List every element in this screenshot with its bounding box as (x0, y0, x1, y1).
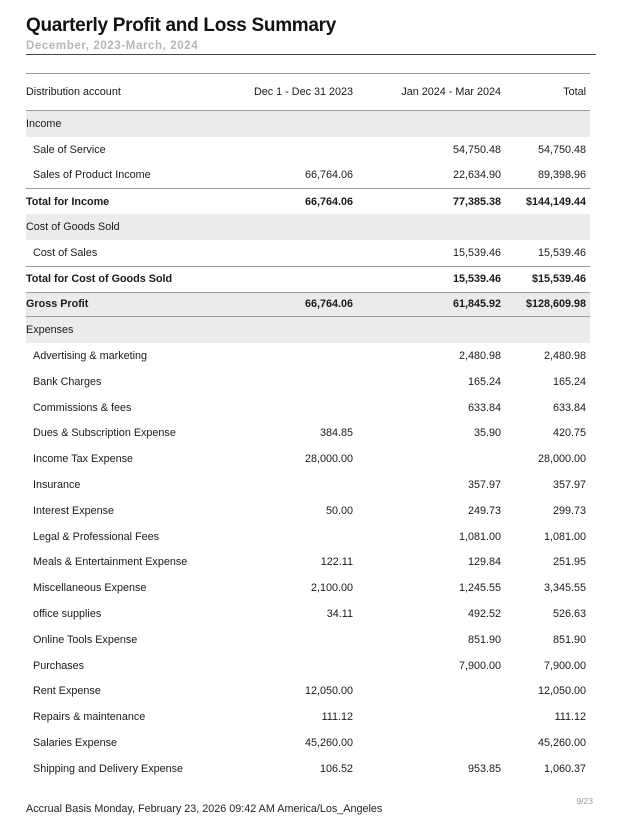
table-row (26, 369, 590, 395)
column-header-account: Distribution account (26, 86, 121, 98)
table-row (26, 575, 590, 601)
table-row (26, 343, 590, 369)
jan-mar-2024-cell: 35.90 (473, 427, 501, 440)
account-cell: Income (26, 117, 62, 130)
total-cell: 420.75 (552, 427, 586, 440)
jan-mar-2024-cell: 7,900.00 (458, 659, 501, 672)
dec-2023-cell: 12,050.00 (304, 685, 353, 698)
account-cell: Sale of Service (33, 143, 106, 156)
total-cell: 12,050.00 (537, 685, 586, 698)
dec-2023-cell: 66,764.06 (304, 195, 353, 208)
account-cell: Insurance (33, 479, 81, 492)
table-row (26, 472, 590, 498)
account-cell: Shipping and Delivery Expense (33, 762, 184, 775)
total-cell: 357.97 (552, 479, 586, 492)
jan-mar-2024-cell: 249.73 (467, 504, 501, 517)
total-cell: 15,539.46 (537, 246, 586, 259)
dec-2023-cell: 122.11 (320, 556, 353, 569)
page-number: 9/23 (576, 796, 593, 806)
table-row (26, 524, 590, 550)
footer-basis-timestamp: Accrual Basis Monday, February 23, 2026 09:42 AM America/Los_Angeles (26, 803, 383, 815)
total-cell: 851.90 (552, 633, 586, 646)
total-cell: 165.24 (552, 375, 586, 388)
table-row (26, 601, 590, 627)
total-cell: 111.12 (554, 711, 586, 724)
total-cell: 54,750.48 (537, 143, 586, 156)
total-row (26, 188, 590, 214)
jan-mar-2024-cell: 2,480.98 (458, 350, 501, 363)
jan-mar-2024-cell: 492.52 (467, 608, 501, 621)
total-cell: 1,081.00 (543, 530, 586, 543)
account-cell: Cost of Goods Sold (26, 221, 120, 234)
jan-mar-2024-cell: 129.84 (467, 556, 501, 569)
total-cell: 633.84 (552, 401, 586, 414)
account-cell: office supplies (33, 608, 102, 621)
account-cell: Expenses (26, 324, 74, 337)
section-row (26, 214, 590, 240)
account-cell: Legal & Professional Fees (33, 530, 160, 543)
dec-2023-cell: 50.00 (325, 504, 353, 517)
jan-mar-2024-cell: 54,750.48 (452, 143, 501, 156)
total-cell: $15,539.46 (531, 273, 586, 286)
jan-mar-2024-cell: 15,539.46 (452, 246, 501, 259)
title-divider (26, 54, 596, 55)
table-row (26, 653, 590, 679)
account-cell: Commissions & fees (33, 401, 132, 414)
account-cell: Rent Expense (33, 685, 101, 698)
jan-mar-2024-cell: 77,385.38 (452, 195, 501, 208)
account-cell: Sales of Product Income (33, 169, 151, 182)
account-cell: Total for Income (26, 195, 110, 208)
account-cell: Advertising & marketing (33, 350, 148, 363)
jan-mar-2024-cell: 15,539.46 (452, 273, 501, 286)
dec-2023-cell: 66,764.06 (304, 169, 353, 182)
section-row (26, 111, 590, 137)
dec-2023-cell: 106.52 (319, 762, 353, 775)
table-row (26, 163, 590, 189)
table-row (26, 395, 590, 421)
account-cell: Bank Charges (33, 375, 102, 388)
total-cell: 45,260.00 (537, 737, 586, 750)
total-cell: 1,060.37 (543, 762, 586, 775)
dec-2023-cell: 384.85 (319, 427, 353, 440)
account-cell: Meals & Entertainment Expense (33, 556, 188, 569)
total-cell: 251.95 (552, 556, 586, 569)
table-row (26, 240, 590, 266)
dec-2023-cell: 66,764.06 (304, 298, 353, 311)
column-header-total: Total (563, 86, 586, 98)
page-subtitle: December, 2023-March, 2024 (26, 40, 199, 52)
column-header-dec: Dec 1 - Dec 31 2023 (253, 86, 353, 98)
column-header-row (26, 74, 590, 111)
dec-2023-cell: 28,000.00 (304, 453, 353, 466)
total-cell: 28,000.00 (537, 453, 586, 466)
total-cell: $144,149.44 (525, 195, 586, 208)
total-cell: 7,900.00 (543, 659, 586, 672)
account-cell: Online Tools Expense (33, 633, 138, 646)
table-row (26, 421, 590, 447)
jan-mar-2024-cell: 357.97 (467, 479, 501, 492)
jan-mar-2024-cell: 61,845.92 (452, 298, 501, 311)
table-row (26, 756, 590, 782)
dec-2023-cell: 2,100.00 (310, 582, 353, 595)
account-cell: Dues & Subscription Expense (33, 427, 176, 440)
total-cell: 89,398.96 (537, 169, 586, 182)
jan-mar-2024-cell: 1,245.55 (458, 582, 501, 595)
account-cell: Gross Profit (26, 298, 89, 311)
total-cell: 299.73 (552, 504, 586, 517)
account-cell: Cost of Sales (33, 246, 98, 259)
jan-mar-2024-cell: 851.90 (467, 633, 501, 646)
account-cell: Interest Expense (33, 504, 115, 517)
jan-mar-2024-cell: 165.24 (467, 375, 501, 388)
account-cell: Purchases (33, 659, 85, 672)
total-cell: 526.63 (552, 608, 586, 621)
total-cell: 3,345.55 (543, 582, 586, 595)
section-row (26, 317, 590, 343)
account-cell: Income Tax Expense (33, 453, 134, 466)
account-cell: Total for Cost of Goods Sold (26, 273, 173, 286)
total-cell: $128,609.98 (525, 298, 586, 311)
total-row (26, 266, 590, 292)
dec-2023-cell: 34.11 (326, 608, 353, 621)
page-title: Quarterly Profit and Loss Summary (26, 15, 337, 36)
dec-2023-cell: 111.12 (321, 711, 353, 724)
gross-profit-row (26, 292, 590, 318)
account-cell: Repairs & maintenance (33, 711, 146, 724)
table-row (26, 137, 590, 163)
total-cell: 2,480.98 (543, 350, 586, 363)
table-row (26, 627, 590, 653)
jan-mar-2024-cell: 633.84 (467, 401, 501, 414)
jan-mar-2024-cell: 1,081.00 (458, 530, 501, 543)
account-cell: Miscellaneous Expense (33, 582, 147, 595)
jan-mar-2024-cell: 22,634.90 (452, 169, 501, 182)
report-table (26, 73, 590, 782)
table-row (26, 550, 590, 576)
account-cell: Salaries Expense (33, 737, 118, 750)
table-row (26, 679, 590, 705)
table-row (26, 704, 590, 730)
column-header-jan: Jan 2024 - Mar 2024 (401, 86, 501, 98)
table-row (26, 730, 590, 756)
jan-mar-2024-cell: 953.85 (467, 762, 501, 775)
table-row (26, 446, 590, 472)
dec-2023-cell: 45,260.00 (304, 737, 353, 750)
table-row (26, 498, 590, 524)
